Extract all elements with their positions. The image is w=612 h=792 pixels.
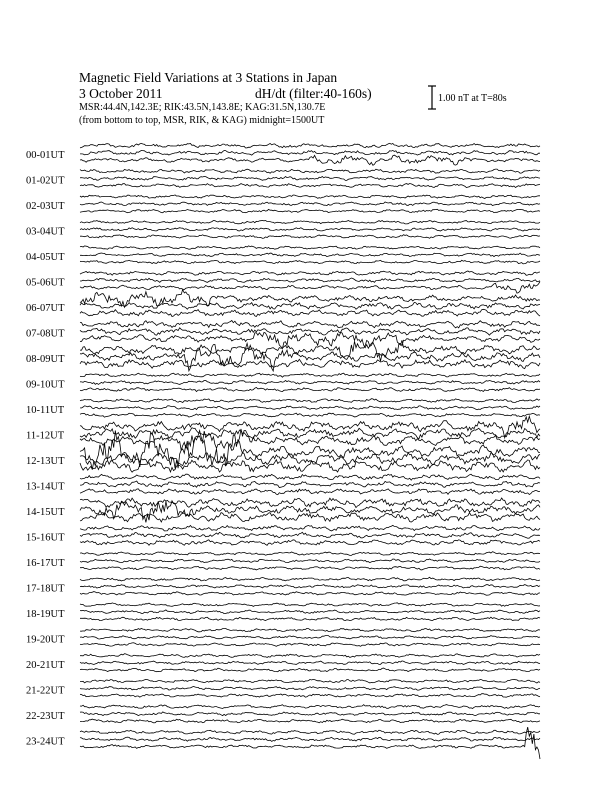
trace-msr: [80, 155, 540, 165]
trace-kag: [80, 654, 540, 658]
hour-label: 00-01UT: [26, 150, 65, 161]
trace-rik: [80, 406, 540, 410]
trace-rik: [80, 737, 540, 741]
trace-msr: [80, 260, 540, 264]
trace-rik: [80, 532, 540, 538]
trace-kag: [80, 290, 540, 308]
trace-kag: [80, 169, 540, 173]
trace-rik: [80, 253, 540, 257]
scale-bar-label: 1.00 nT at T=80s: [438, 93, 507, 104]
hour-labels: [26, 150, 65, 748]
date-label: 3 October 2011: [79, 86, 163, 101]
hour-label: 01-02UT: [26, 175, 65, 187]
hour-label: 04-05UT: [26, 252, 65, 263]
trace-kag: [80, 143, 540, 148]
hour-label: 17-18UT: [26, 583, 65, 595]
trace-msr: [80, 566, 540, 570]
station-order-note: (from bottom to top, MSR, RIK, & KAG) midnight=1500UT: [79, 115, 325, 126]
trace-msr: [80, 668, 540, 672]
trace-rik: [80, 278, 540, 282]
hour-label: 02-03UT: [26, 201, 65, 212]
hour-label: 21-22UT: [26, 685, 65, 697]
trace-msr: [80, 282, 540, 294]
trace-kag: [80, 195, 540, 199]
trace-msr: [80, 309, 540, 316]
hour-label: 12-13UT: [26, 456, 65, 467]
trace-kag: [80, 416, 540, 438]
hour-label: 19-20UT: [26, 634, 65, 646]
trace-msr: [80, 184, 540, 188]
hour-label: 10-11UT: [26, 405, 65, 416]
trace-kag: [80, 577, 540, 581]
trace-kag: [80, 552, 540, 556]
trace-kag: [80, 628, 540, 631]
trace-msr: [80, 694, 540, 698]
hour-label: 20-21UT: [26, 660, 65, 671]
trace-kag: [80, 246, 540, 249]
trace-msr: [80, 209, 540, 212]
hour-label: 18-19UT: [26, 609, 65, 620]
hour-label: 08-09UT: [26, 354, 65, 365]
trace-rik: [80, 202, 540, 206]
trace-msr: [80, 332, 540, 348]
trace-kag: [80, 399, 540, 403]
trace-kag: [80, 498, 540, 508]
trace-msr: [80, 727, 540, 759]
scale-bar: [428, 86, 436, 109]
hour-label: 13-14UT: [26, 481, 65, 493]
hour-label: 03-04UT: [26, 226, 65, 238]
hour-label: 07-08UT: [26, 328, 65, 340]
trace-kag: [80, 525, 540, 531]
trace-kag: [80, 271, 540, 275]
trace-msr: [80, 643, 540, 647]
trace-msr: [80, 719, 540, 723]
trace-msr: [80, 489, 540, 495]
trace-msr: [80, 388, 540, 392]
trace-msr: [80, 235, 540, 239]
trace-kag: [80, 603, 540, 607]
hour-label: 15-16UT: [26, 532, 65, 544]
trace-msr: [80, 460, 540, 472]
trace-kag: [80, 730, 540, 734]
hour-label: 22-23UT: [26, 711, 65, 722]
filter-label: dH/dt (filter:40-160s): [255, 86, 372, 101]
trace-msr: [80, 359, 540, 368]
trace-msr: [80, 592, 540, 596]
trace-kag: [80, 221, 540, 224]
trace-rik: [80, 712, 540, 716]
traces: [80, 143, 540, 759]
trace-rik: [80, 686, 540, 690]
trace-rik: [80, 302, 540, 309]
hour-label: 23-24UT: [26, 736, 65, 748]
trace-rik: [80, 585, 540, 589]
trace-kag: [80, 705, 540, 709]
trace-rik: [80, 343, 540, 371]
chart-title: Magnetic Field Variations at 3 Stations in Japan: [79, 70, 338, 85]
trace-msr: [80, 540, 540, 546]
trace-rik: [80, 228, 540, 231]
trace-rik: [80, 661, 540, 665]
trace-msr: [80, 413, 540, 417]
hour-label: 06-07UT: [26, 303, 65, 314]
trace-rik: [80, 176, 540, 180]
hour-label: 14-15UT: [26, 507, 65, 518]
trace-rik: [80, 636, 540, 639]
hour-label: 09-10UT: [26, 379, 65, 391]
trace-kag: [80, 373, 540, 377]
trace-kag: [80, 321, 540, 328]
trace-rik: [80, 610, 540, 614]
station-coordinates: MSR:44.4N,142.3E; RIK:43.5N,143.8E; KAG:31.5N,130.7E: [79, 102, 326, 113]
hour-label: 11-12UT: [26, 430, 65, 442]
trace-kag: [80, 474, 540, 480]
hour-label: 16-17UT: [26, 558, 65, 569]
hour-label: 05-06UT: [26, 277, 65, 289]
trace-rik: [80, 481, 540, 488]
trace-rik: [80, 380, 540, 384]
trace-msr: [80, 617, 540, 620]
trace-rik: [80, 150, 540, 155]
trace-rik: [80, 559, 540, 563]
trace-kag: [80, 679, 540, 683]
